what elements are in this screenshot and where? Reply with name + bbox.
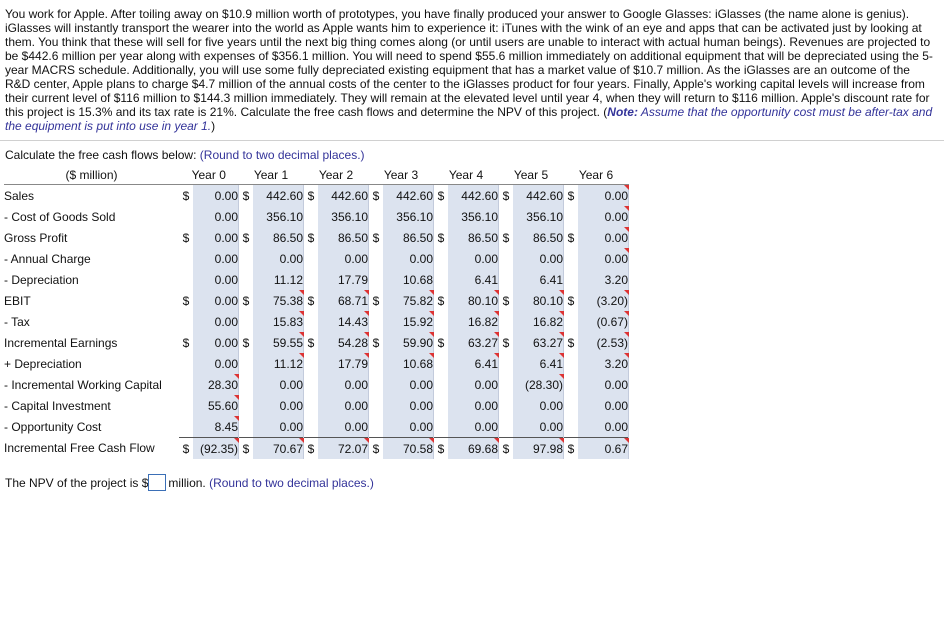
dollar-sign bbox=[304, 248, 319, 269]
dollar-sign: $ bbox=[307, 188, 315, 203]
cash-flow-cell[interactable]: 3.20 bbox=[578, 353, 629, 374]
dollar-sign: $ bbox=[502, 335, 510, 350]
dollar-sign bbox=[369, 248, 384, 269]
dollar-sign: $ bbox=[182, 293, 190, 308]
npv-answer-input[interactable] bbox=[148, 474, 166, 491]
dollar-sign bbox=[564, 374, 579, 395]
table-row bbox=[4, 290, 629, 311]
npv-suffix: million. bbox=[168, 475, 206, 490]
table-row bbox=[4, 269, 629, 290]
column-header-year: Year 0 bbox=[179, 166, 239, 185]
column-header-year: Year 1 bbox=[239, 166, 304, 185]
dollar-sign bbox=[434, 248, 449, 269]
dollar-sign bbox=[499, 395, 514, 416]
column-header-year: Year 4 bbox=[434, 166, 499, 185]
dollar-sign: $ bbox=[502, 293, 510, 308]
dollar-sign: $ bbox=[564, 438, 579, 460]
dollar-sign bbox=[369, 353, 384, 374]
dollar-sign bbox=[239, 353, 254, 374]
column-header-year: Year 5 bbox=[499, 166, 564, 185]
cash-flow-cell[interactable]: 59.55 bbox=[253, 332, 304, 353]
column-header-label: ($ million) bbox=[4, 166, 179, 185]
cash-flow-cell[interactable]: 17.79 bbox=[318, 269, 369, 290]
cash-flow-cell[interactable]: 0.00 bbox=[193, 332, 239, 353]
dollar-sign: $ bbox=[499, 438, 514, 460]
problem-text: You work for Apple. After toiling away on $10.9 million worth of prototypes, you have finally produced your answer to Google Glasses: iGlasses (the name alone is genius). iGlasses will instantly transport the wearer into the world as Apple wants him to experience it: iTunes with the wink of an eye and apps that can be activated just by looking at them. You think that these will sell for five years until the next big thing comes along (or until users are unable to interact with actual human beings). Revenues are projected to be $442.6 million per year along with expenses of $356.1 million. You will need to spend $55.6 million immediately on additional equipment that will be depreciated using the 5-year MACRS schedule. Additionally, you will use some fully depreciated existing equipment that has a market value of $10.7 million. As the iGlasses are an outcome of the R&D center, Apple plans to charge $4.7 million of the annual costs of the center to the iGlasses product for four years. Finally, Apple's working capital levels will increase from their current level of $116 million to $144.3 million immediately. They will remain at the elevated level until year 4, when they will return to $116 million. Apple's discount rate for this project is 15.3% and its tax rate is 21%. Calculate the free cash flows and determine the NPV of this project. ( bbox=[5, 7, 933, 119]
cash-flow-cell[interactable]: 14.43 bbox=[318, 311, 369, 332]
table-row bbox=[4, 185, 629, 207]
cash-flow-cell[interactable]: 6.41 bbox=[448, 353, 499, 374]
instruction-hint: (Round to two decimal places.) bbox=[199, 148, 365, 162]
dollar-sign bbox=[304, 206, 319, 227]
instruction-text: Calculate the free cash flows below: bbox=[5, 148, 197, 162]
cash-flow-cell[interactable]: 54.28 bbox=[318, 332, 369, 353]
cash-flow-cell[interactable]: 15.83 bbox=[253, 311, 304, 332]
cash-flow-cell[interactable]: 0.00 bbox=[578, 185, 629, 207]
dollar-sign bbox=[434, 353, 449, 374]
cash-flow-cell[interactable]: 16.82 bbox=[513, 311, 564, 332]
table-row bbox=[4, 332, 629, 353]
cash-flow-cell[interactable]: 0.00 bbox=[193, 248, 239, 269]
dollar-sign bbox=[179, 206, 193, 227]
dollar-sign: $ bbox=[372, 335, 380, 350]
dollar-sign: $ bbox=[372, 188, 380, 203]
cash-flow-cell[interactable]: 356.10 bbox=[448, 206, 499, 227]
cash-flow-cell[interactable]: 86.50 bbox=[383, 227, 434, 248]
cash-flow-cell[interactable]: 0.00 bbox=[193, 290, 239, 311]
cash-flow-cell[interactable]: 11.12 bbox=[253, 353, 304, 374]
row-label: Sales bbox=[4, 188, 35, 203]
cash-flow-cell[interactable]: 75.82 bbox=[383, 290, 434, 311]
dollar-sign bbox=[564, 248, 579, 269]
instruction bbox=[5, 148, 365, 162]
dollar-sign bbox=[179, 416, 193, 438]
column-header-year: Year 2 bbox=[304, 166, 369, 185]
dollar-sign bbox=[564, 395, 579, 416]
cash-flow-cell[interactable]: 80.10 bbox=[513, 290, 564, 311]
cash-flow-cell[interactable]: 63.27 bbox=[513, 332, 564, 353]
cash-flow-cell[interactable]: 0.00 bbox=[253, 248, 304, 269]
dollar-sign bbox=[179, 374, 193, 395]
dollar-sign bbox=[499, 416, 514, 438]
cash-flow-cell[interactable]: 0.00 bbox=[578, 374, 629, 395]
dollar-sign bbox=[369, 416, 384, 438]
dollar-sign bbox=[179, 269, 193, 290]
table-row bbox=[4, 416, 629, 438]
cash-flow-cell[interactable]: 97.98 bbox=[513, 438, 564, 460]
cash-flow-cell[interactable]: 68.71 bbox=[318, 290, 369, 311]
cash-flow-cell[interactable]: 0.00 bbox=[578, 248, 629, 269]
dollar-sign bbox=[499, 353, 514, 374]
cash-flow-cell[interactable]: 75.38 bbox=[253, 290, 304, 311]
dollar-sign bbox=[499, 248, 514, 269]
dollar-sign: $ bbox=[372, 230, 380, 245]
dollar-sign: $ bbox=[242, 230, 250, 245]
cash-flow-cell[interactable]: 0.00 bbox=[383, 395, 434, 416]
row-label: - Incremental Working Capital bbox=[4, 377, 162, 392]
cash-flow-cell[interactable]: 0.00 bbox=[193, 227, 239, 248]
row-label: - Cost of Goods Sold bbox=[4, 209, 116, 224]
dollar-sign bbox=[304, 311, 319, 332]
cash-flow-cell[interactable]: 0.00 bbox=[513, 416, 564, 438]
table-row bbox=[4, 395, 629, 416]
cash-flow-cell[interactable]: 442.60 bbox=[253, 185, 304, 207]
dollar-sign: $ bbox=[437, 293, 445, 308]
column-header-year: Year 6 bbox=[564, 166, 629, 185]
dollar-sign bbox=[434, 311, 449, 332]
dollar-sign bbox=[369, 311, 384, 332]
npv-prefix: The NPV of the project is $ bbox=[5, 475, 149, 490]
cash-flow-cell[interactable]: 0.00 bbox=[513, 248, 564, 269]
cash-flow-cell[interactable]: 442.60 bbox=[383, 185, 434, 207]
cash-flow-cell[interactable]: 0.00 bbox=[253, 374, 304, 395]
cash-flow-cell[interactable]: 0.00 bbox=[578, 395, 629, 416]
cash-flow-cell[interactable]: 0.00 bbox=[253, 416, 304, 438]
cash-flow-cell[interactable]: (3.20) bbox=[578, 290, 629, 311]
dollar-sign bbox=[564, 311, 579, 332]
table-row bbox=[4, 206, 629, 227]
table-row bbox=[4, 438, 629, 460]
dollar-sign: $ bbox=[304, 438, 319, 460]
dollar-sign bbox=[239, 206, 254, 227]
dollar-sign bbox=[369, 395, 384, 416]
row-label: - Depreciation bbox=[4, 272, 79, 287]
cash-flow-cell[interactable]: 6.41 bbox=[448, 269, 499, 290]
table-row bbox=[4, 374, 629, 395]
dollar-sign: $ bbox=[567, 335, 575, 350]
dollar-sign bbox=[564, 416, 579, 438]
cash-flow-cell[interactable]: 442.60 bbox=[513, 185, 564, 207]
dollar-sign bbox=[499, 206, 514, 227]
dollar-sign bbox=[434, 269, 449, 290]
column-header-year: Year 3 bbox=[369, 166, 434, 185]
cash-flow-cell[interactable]: 442.60 bbox=[448, 185, 499, 207]
dollar-sign: $ bbox=[182, 230, 190, 245]
dollar-sign: $ bbox=[239, 438, 254, 460]
dollar-sign: $ bbox=[307, 335, 315, 350]
dollar-sign bbox=[369, 374, 384, 395]
dollar-sign: $ bbox=[242, 188, 250, 203]
dollar-sign bbox=[239, 374, 254, 395]
cash-flow-cell[interactable]: 0.00 bbox=[318, 416, 369, 438]
cash-flow-cell[interactable]: 10.68 bbox=[383, 353, 434, 374]
cash-flow-cell[interactable]: 69.68 bbox=[448, 438, 499, 460]
cash-flow-cell[interactable]: 0.00 bbox=[318, 395, 369, 416]
dollar-sign bbox=[499, 374, 514, 395]
dollar-sign bbox=[239, 395, 254, 416]
cash-flow-cell[interactable]: 0.00 bbox=[253, 395, 304, 416]
row-label: Incremental Free Cash Flow bbox=[4, 441, 155, 456]
dollar-sign: $ bbox=[307, 230, 315, 245]
cash-flow-cell[interactable]: 16.82 bbox=[448, 311, 499, 332]
cash-flow-cell[interactable]: 0.00 bbox=[578, 416, 629, 438]
cash-flow-cell[interactable]: (0.67) bbox=[578, 311, 629, 332]
cash-flow-cell[interactable]: 63.27 bbox=[448, 332, 499, 353]
cash-flow-cell[interactable]: 15.92 bbox=[383, 311, 434, 332]
cash-flow-cell[interactable]: 0.00 bbox=[383, 374, 434, 395]
dollar-sign bbox=[369, 206, 384, 227]
dollar-sign bbox=[564, 269, 579, 290]
row-label: - Annual Charge bbox=[4, 251, 91, 266]
cash-flow-cell[interactable]: 442.60 bbox=[318, 185, 369, 207]
cash-flow-cell[interactable]: 70.58 bbox=[383, 438, 434, 460]
cash-flow-cell[interactable]: 0.00 bbox=[383, 416, 434, 438]
dollar-sign bbox=[434, 206, 449, 227]
dollar-sign bbox=[434, 395, 449, 416]
dollar-sign bbox=[239, 311, 254, 332]
free-cash-flow-table bbox=[4, 166, 629, 459]
dollar-sign: $ bbox=[502, 188, 510, 203]
problem-close-paren: ) bbox=[211, 119, 216, 133]
table-row bbox=[4, 353, 629, 374]
dollar-sign bbox=[179, 248, 193, 269]
table-row bbox=[4, 227, 629, 248]
dollar-sign bbox=[304, 395, 319, 416]
cash-flow-cell[interactable]: 0.00 bbox=[513, 395, 564, 416]
dollar-sign: $ bbox=[567, 188, 575, 203]
cash-flow-cell[interactable]: 55.60 bbox=[193, 395, 239, 416]
row-label: Incremental Earnings bbox=[4, 335, 118, 350]
cash-flow-cell[interactable]: 80.10 bbox=[448, 290, 499, 311]
cash-flow-cell[interactable]: 59.90 bbox=[383, 332, 434, 353]
dollar-sign bbox=[239, 269, 254, 290]
dollar-sign bbox=[499, 311, 514, 332]
cash-flow-cell[interactable]: 3.20 bbox=[578, 269, 629, 290]
cash-flow-cell[interactable]: 8.45 bbox=[193, 416, 239, 438]
row-label: - Tax bbox=[4, 314, 30, 329]
row-label: Gross Profit bbox=[4, 230, 68, 245]
cash-flow-cell[interactable]: 356.10 bbox=[513, 206, 564, 227]
cash-flow-cell[interactable]: 0.00 bbox=[193, 206, 239, 227]
dollar-sign bbox=[179, 395, 193, 416]
dollar-sign bbox=[369, 269, 384, 290]
cash-flow-cell[interactable]: 6.41 bbox=[513, 353, 564, 374]
cash-flow-cell[interactable]: 0.00 bbox=[448, 395, 499, 416]
npv-line bbox=[5, 474, 374, 491]
dollar-sign: $ bbox=[242, 335, 250, 350]
cash-flow-cell[interactable]: 11.12 bbox=[253, 269, 304, 290]
cash-flow-cell[interactable]: 0.00 bbox=[578, 227, 629, 248]
dollar-sign: $ bbox=[437, 188, 445, 203]
table-row bbox=[4, 311, 629, 332]
note-text: Assume that the opportunity cost must be after-tax and the equipment is put into use in year 1. bbox=[5, 105, 933, 133]
cash-flow-cell[interactable]: 0.00 bbox=[448, 248, 499, 269]
row-label: - Opportunity Cost bbox=[4, 419, 102, 434]
cash-flow-cell[interactable]: 72.07 bbox=[318, 438, 369, 460]
dollar-sign bbox=[564, 353, 579, 374]
cash-flow-cell[interactable]: 28.30 bbox=[193, 374, 239, 395]
dollar-sign bbox=[239, 248, 254, 269]
npv-hint: (Round to two decimal places.) bbox=[209, 475, 374, 490]
dollar-sign bbox=[434, 416, 449, 438]
cash-flow-cell[interactable]: 356.10 bbox=[318, 206, 369, 227]
cash-flow-cell[interactable]: 17.79 bbox=[318, 353, 369, 374]
cash-flow-cell[interactable]: 0.00 bbox=[193, 269, 239, 290]
dollar-sign bbox=[304, 416, 319, 438]
cash-flow-cell[interactable]: 0.00 bbox=[193, 311, 239, 332]
cash-flow-cell[interactable]: 0.67 bbox=[578, 438, 629, 460]
dollar-sign: $ bbox=[307, 293, 315, 308]
row-label: - Capital Investment bbox=[4, 398, 111, 413]
cash-flow-cell[interactable]: 0.00 bbox=[448, 416, 499, 438]
dollar-sign: $ bbox=[242, 293, 250, 308]
dollar-sign: $ bbox=[567, 293, 575, 308]
cash-flow-cell[interactable]: 86.50 bbox=[448, 227, 499, 248]
dollar-sign: $ bbox=[434, 438, 449, 460]
cash-flow-cell[interactable]: (2.53) bbox=[578, 332, 629, 353]
cash-flow-cell[interactable]: 0.00 bbox=[318, 248, 369, 269]
row-label: + Depreciation bbox=[4, 356, 82, 371]
cash-flow-cell[interactable]: 356.10 bbox=[253, 206, 304, 227]
dollar-sign: $ bbox=[437, 230, 445, 245]
dollar-sign bbox=[304, 374, 319, 395]
dollar-sign: $ bbox=[567, 230, 575, 245]
dollar-sign: $ bbox=[372, 293, 380, 308]
dollar-sign: $ bbox=[369, 438, 384, 460]
cash-flow-cell[interactable]: 86.50 bbox=[318, 227, 369, 248]
cash-flow-cell[interactable]: 6.41 bbox=[513, 269, 564, 290]
table-header-row bbox=[4, 166, 629, 185]
dollar-sign: $ bbox=[179, 438, 193, 460]
cash-flow-cell[interactable]: 0.00 bbox=[193, 353, 239, 374]
dollar-sign: $ bbox=[437, 335, 445, 350]
dollar-sign bbox=[239, 416, 254, 438]
cash-flow-cell[interactable]: 86.50 bbox=[513, 227, 564, 248]
cash-flow-cell[interactable]: 0.00 bbox=[578, 206, 629, 227]
cash-flow-cell[interactable]: 0.00 bbox=[193, 185, 239, 207]
table-row bbox=[4, 248, 629, 269]
note-label: Note: bbox=[607, 105, 638, 119]
dollar-sign bbox=[304, 353, 319, 374]
cash-flow-cell[interactable]: 0.00 bbox=[448, 374, 499, 395]
cash-flow-cell[interactable]: (92.35) bbox=[193, 438, 239, 460]
cash-flow-cell[interactable]: 0.00 bbox=[383, 248, 434, 269]
dollar-sign: $ bbox=[502, 230, 510, 245]
dollar-sign bbox=[499, 269, 514, 290]
cash-flow-cell[interactable]: 86.50 bbox=[253, 227, 304, 248]
dollar-sign bbox=[564, 206, 579, 227]
divider bbox=[0, 140, 944, 141]
cash-flow-cell[interactable]: 10.68 bbox=[383, 269, 434, 290]
dollar-sign bbox=[434, 374, 449, 395]
cash-flow-cell[interactable]: 70.67 bbox=[253, 438, 304, 460]
cash-flow-cell[interactable]: 0.00 bbox=[318, 374, 369, 395]
dollar-sign bbox=[179, 353, 193, 374]
dollar-sign bbox=[304, 269, 319, 290]
dollar-sign bbox=[179, 311, 193, 332]
cash-flow-cell[interactable]: (28.30) bbox=[513, 374, 564, 395]
cash-flow-cell[interactable]: 356.10 bbox=[383, 206, 434, 227]
dollar-sign: $ bbox=[182, 188, 190, 203]
dollar-sign: $ bbox=[182, 335, 190, 350]
problem-statement bbox=[5, 7, 935, 133]
row-label: EBIT bbox=[4, 293, 31, 308]
